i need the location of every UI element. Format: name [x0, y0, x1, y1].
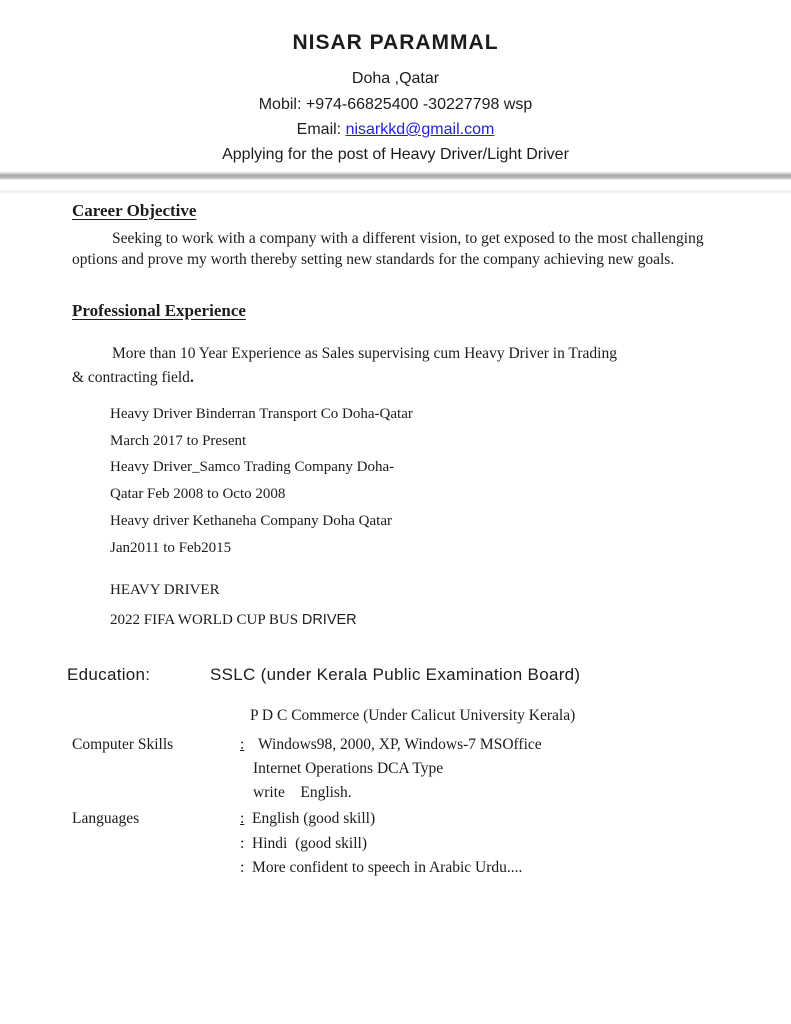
candidate-email-line: [0, 121, 791, 139]
computer-skills-line1: Windows98, 2000, XP, Windows-7 MSOffice: [258, 736, 542, 753]
experience-entry: Jan2011 to Feb2015: [110, 540, 232, 556]
header-divider-shadow: [0, 190, 791, 193]
candidate-mobile: Mobil: +974-66825400 -30227798 wsp: [258, 96, 533, 113]
education-value2: P D C Commerce (Under Calicut University Kerala): [250, 707, 576, 724]
professional-experience-heading: Professional Experience: [72, 301, 246, 320]
education-value1: SSLC (under Kerala Public Examination Board): [210, 665, 581, 684]
fifa-text-serif: 2022 FIFA WORLD CUP BUS: [110, 612, 302, 628]
languages-colon1: :: [240, 810, 245, 827]
header-divider: [0, 171, 791, 180]
education-label: Education:: [67, 665, 151, 684]
experience-summary-line2-text: & contracting field: [72, 369, 190, 386]
experience-summary-period: .: [189, 369, 194, 386]
experience-entry: March 2017 to Present: [110, 433, 247, 449]
experience-summary-line2: [72, 369, 194, 387]
languages-item3: : More confident to speech in Arabic Urdu....: [240, 859, 523, 876]
career-objective-line1: Seeking to work with a company with a different vision, to get exposed to the most challenging: [112, 230, 704, 247]
experience-extra-line2: [110, 612, 357, 629]
experience-extra-line1: HEAVY DRIVER: [110, 582, 220, 598]
computer-skills-line2: Internet Operations DCA Type: [253, 760, 444, 777]
email-label: Email:: [296, 121, 346, 138]
experience-entry: Qatar Feb 2008 to Octo 2008: [110, 486, 286, 502]
languages-label: Languages: [72, 810, 140, 827]
email-link[interactable]: nisarkkd@gmail.com: [345, 121, 495, 138]
languages-item1: English (good skill): [252, 810, 376, 827]
candidate-location: Doha ,Qatar: [351, 70, 440, 87]
computer-skills-label: Computer Skills: [72, 736, 174, 753]
languages-item2: : Hindi (good skill): [240, 835, 368, 852]
computer-skills-line3: write English.: [253, 784, 352, 801]
fifa-text-sans: DRIVER: [301, 612, 357, 628]
career-objective-line2: options and prove my worth thereby setting new standards for the company achieving new goals.: [72, 251, 675, 268]
career-objective-heading: Career Objective: [72, 201, 197, 220]
experience-entry: Heavy Driver_Samco Trading Company Doha-: [110, 459, 395, 475]
experience-summary-line1: More than 10 Year Experience as Sales supervising cum Heavy Driver in Trading: [112, 345, 617, 362]
experience-entry: Heavy driver Kethaneha Company Doha Qatar: [110, 513, 392, 529]
applying-line: Applying for the post of Heavy Driver/Light Driver: [222, 146, 569, 163]
candidate-name: NISAR PARAMMAL: [292, 31, 499, 54]
computer-skills-colon: :: [240, 736, 245, 753]
experience-entry: Heavy Driver Binderran Transport Co Doha-Qatar: [110, 406, 413, 422]
